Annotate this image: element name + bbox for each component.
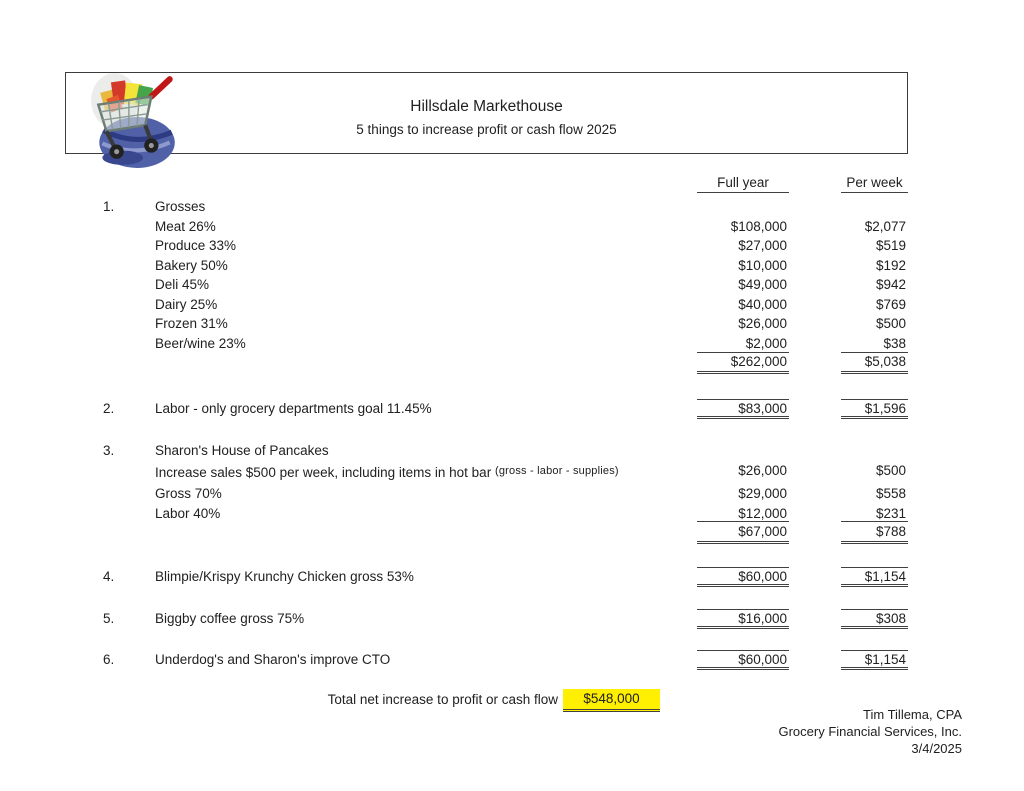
full-year-column-header: Full year: [697, 174, 789, 193]
page-subtitle: 5 things to increase profit or cash flow 2025: [356, 122, 617, 137]
item-number: 2.: [103, 401, 115, 416]
footer-author: Tim Tillema, CPA: [863, 707, 962, 722]
per-week-column-header: Per week: [841, 174, 908, 193]
per-week-value: $2,077: [864, 219, 906, 234]
footer-company: Grocery Financial Services, Inc.: [778, 724, 962, 739]
full-year-value: $10,000: [738, 258, 787, 273]
full-year-value: $40,000: [738, 297, 787, 312]
per-week-value: $192: [875, 258, 906, 273]
table-row: [0, 505, 1024, 522]
row-label: Increase sales $500 per week, including items in hot bar: [155, 465, 492, 480]
per-week-total: $1,154: [841, 650, 908, 670]
table-row: [0, 217, 1024, 237]
section-2-row: [0, 399, 1024, 419]
table-row: [0, 275, 1024, 295]
row-note: (gross - labor - supplies): [494, 465, 619, 477]
full-year-value: $12,000: [697, 505, 789, 522]
per-week-value: $500: [875, 463, 906, 478]
per-week-value: $500: [875, 316, 906, 331]
item-number: 1.: [103, 199, 115, 214]
per-week-total: $1,154: [841, 567, 908, 587]
row-label: Beer/wine 23%: [155, 336, 246, 351]
page-title: Hillsdale Markethouse: [410, 98, 563, 115]
per-week-value: $769: [875, 297, 906, 312]
item-number: 6.: [103, 652, 115, 667]
section-title: Sharon's House of Pancakes: [155, 443, 329, 458]
table-row: [0, 484, 1024, 504]
full-year-total: $16,000: [697, 609, 789, 629]
row-label: Produce 33%: [155, 238, 237, 253]
row-label: Deli 45%: [155, 277, 210, 292]
header-box: [65, 72, 908, 154]
section-3-total-row: [0, 523, 1024, 544]
per-week-total: $788: [841, 523, 908, 544]
section-5-row: [0, 609, 1024, 629]
row-label: Frozen 31%: [155, 316, 228, 331]
per-week-value: $231: [841, 505, 908, 522]
row-label: Gross 70%: [155, 486, 222, 501]
table-row: [0, 334, 1024, 354]
section-title: Blimpie/Krispy Krunchy Chicken gross 53%: [155, 569, 414, 584]
table-row: [0, 295, 1024, 315]
full-year-total: $60,000: [697, 650, 789, 670]
item-number: 5.: [103, 611, 115, 626]
table-row: [0, 256, 1024, 276]
row-label: Bakery 50%: [155, 258, 228, 273]
full-year-total: $60,000: [697, 567, 789, 587]
footer: [778, 706, 962, 757]
item-number: 4.: [103, 569, 115, 584]
full-year-value: $26,000: [738, 316, 787, 331]
shopping-cart-icon: [84, 66, 186, 172]
table-row: [0, 236, 1024, 256]
per-week-value: $38: [883, 336, 906, 351]
full-year-value: $29,000: [738, 486, 787, 501]
section-title: Biggby coffee gross 75%: [155, 611, 305, 626]
column-header-row: [0, 174, 1024, 193]
section-title: Labor - only grocery departments goal 11.45%: [155, 401, 432, 416]
table-row: [0, 314, 1024, 334]
full-year-value: $2,000: [745, 336, 787, 351]
section-1-title-row: [0, 197, 1024, 217]
footer-date: 3/4/2025: [911, 741, 962, 756]
grand-total-label: Total net increase to profit or cash flow: [327, 692, 558, 707]
per-week-value: $558: [875, 486, 906, 501]
section-title: Grosses: [155, 199, 206, 214]
row-label: Labor 40%: [155, 506, 221, 521]
section-3-title-row: [0, 441, 1024, 461]
full-year-value: $49,000: [738, 277, 787, 292]
row-label: Meat 26%: [155, 219, 216, 234]
per-week-value: $942: [875, 277, 906, 292]
per-week-value: $519: [875, 238, 906, 253]
full-year-total: $83,000: [697, 399, 789, 419]
per-week-total: $308: [841, 609, 908, 629]
section-6-row: [0, 650, 1024, 670]
row-label: Dairy 25%: [155, 297, 218, 312]
per-week-total: $5,038: [841, 352, 908, 374]
table-row: [0, 461, 1024, 481]
item-number: 3.: [103, 443, 115, 458]
section-4-row: [0, 567, 1024, 587]
grand-total-value: $548,000: [563, 689, 660, 712]
section-title: Underdog's and Sharon's improve CTO: [155, 652, 391, 667]
section-1-total-row: [0, 352, 1024, 374]
full-year-value: $27,000: [738, 238, 787, 253]
full-year-value: $26,000: [738, 463, 787, 478]
full-year-value: $108,000: [730, 219, 787, 234]
per-week-total: $1,596: [841, 399, 908, 419]
row-label-with-note: [155, 461, 619, 481]
full-year-total: $67,000: [697, 523, 789, 544]
full-year-total: $262,000: [697, 352, 789, 374]
